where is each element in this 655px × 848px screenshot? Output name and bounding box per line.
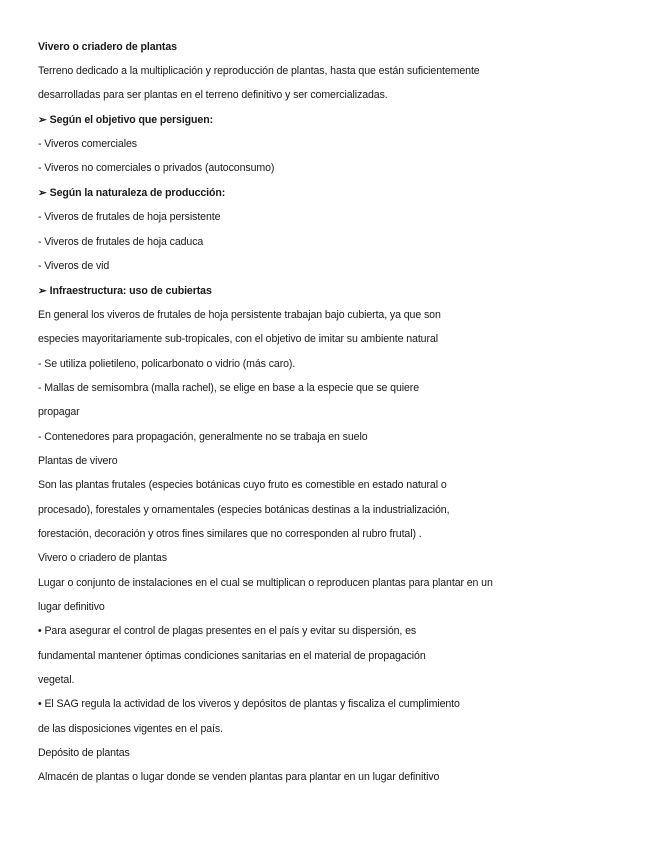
section-title: Plantas de vivero <box>38 455 118 467</box>
body-text-line: procesado), forestales y ornamentales (especies botánicas destinas a la industrialización, <box>38 504 450 516</box>
body-text-line: vegetal. <box>38 674 75 686</box>
section-heading: Vivero o criadero de plantas <box>38 41 177 53</box>
list-item: - Viveros no comerciales o privados (autoconsumo) <box>38 162 275 174</box>
body-text-line: de las disposiciones vigentes en el país. <box>38 723 223 735</box>
section-title: Depósito de plantas <box>38 747 130 759</box>
list-item: - Viveros de frutales de hoja caduca <box>38 236 204 248</box>
list-item: - Viveros comerciales <box>38 138 137 150</box>
bullet-item: • Para asegurar el control de plagas presentes en el país y evitar su dispersión, es <box>38 625 417 637</box>
body-text-line: Almacén de plantas o lugar donde se venden plantas para plantar en un lugar definitivo <box>38 771 440 783</box>
body-text-line: Terreno dedicado a la multiplicación y reproducción de plantas, hasta que están suficientemente <box>38 65 480 77</box>
subsection-heading: ➢ Según el objetivo que persiguen: <box>38 114 213 126</box>
body-text-line: forestación, decoración y otros fines similares que no corresponden al rubro frutal) . <box>38 528 422 540</box>
body-text-line: propagar <box>38 406 80 418</box>
body-text-line: lugar definitivo <box>38 601 105 613</box>
list-item: - Viveros de frutales de hoja persistente <box>38 211 221 223</box>
body-text-line: especies mayoritariamente sub-tropicales, con el objetivo de imitar su ambiente natural <box>38 333 438 345</box>
subsection-heading: ➢ Infraestructura: uso de cubiertas <box>38 285 212 297</box>
section-title: Vivero o criadero de plantas <box>38 552 167 564</box>
subsection-heading: ➢ Según la naturaleza de producción: <box>38 187 226 199</box>
list-item: - Contenedores para propagación, generalmente no se trabaja en suelo <box>38 431 368 443</box>
body-text-line: desarrolladas para ser plantas en el terreno definitivo y ser comercializadas. <box>38 89 388 101</box>
bullet-item: • El SAG regula la actividad de los viveros y depósitos de plantas y fiscaliza el cumplimiento <box>38 698 460 710</box>
body-text-line: fundamental mantener óptimas condiciones sanitarias en el material de propagación <box>38 650 426 662</box>
list-item: - Viveros de vid <box>38 260 110 272</box>
body-text-line: En general los viveros de frutales de hoja persistente trabajan bajo cubierta, ya que son <box>38 309 441 321</box>
list-item: - Se utiliza polietileno, policarbonato o vidrio (más caro). <box>38 358 296 370</box>
body-text-line: Son las plantas frutales (especies botánicas cuyo fruto es comestible en estado natural o <box>38 479 447 491</box>
body-text-line: Lugar o conjunto de instalaciones en el cual se multiplican o reproducen plantas para plantar en un <box>38 577 493 589</box>
list-item: - Mallas de semisombra (malla rachel), se elige en base a la especie que se quiere <box>38 382 420 394</box>
